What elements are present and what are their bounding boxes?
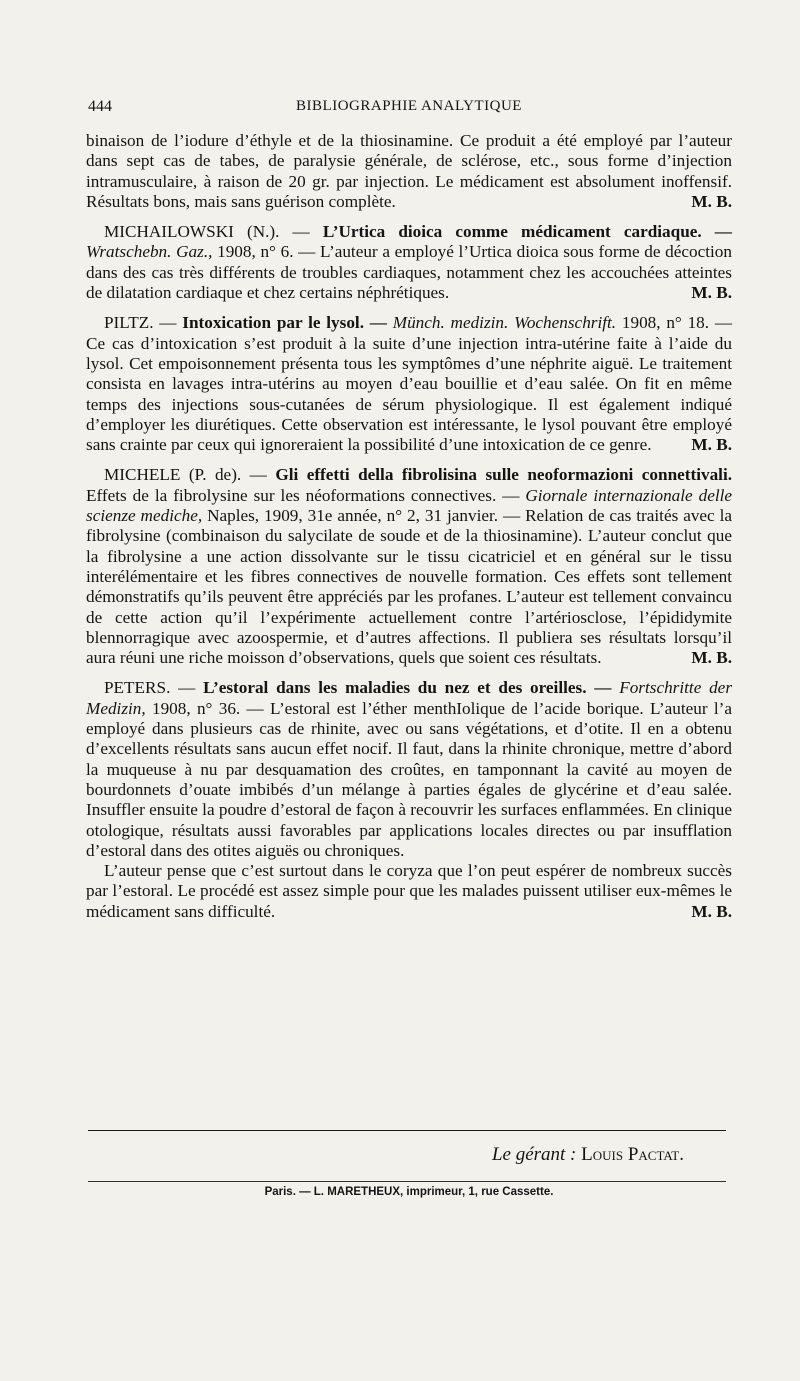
entry-journal: Wratschebn. Gaz.,: [86, 242, 213, 262]
entry-title: L’estoral dans les maladies du nez et des oreilles. —: [203, 678, 612, 698]
entry-signature: M. B.: [691, 435, 732, 455]
entry-author: PILTZ. —: [104, 313, 177, 333]
entry-signature: M. B.: [691, 283, 732, 303]
entry-author: PETERS. —: [104, 678, 196, 698]
entry-signature: M. B.: [691, 901, 732, 921]
article-body: [86, 131, 732, 922]
entry-body: 1908, n° 6. — L’auteur a employé l’Urtica dioica sous forme de décoction dans des cas très différents de troubles cardiaques, notamment chez les accouchées atteintes de dilatation cardiaque et chez certains néphrétiques.: [86, 242, 732, 303]
manager-label: Le gérant :: [491, 1144, 577, 1165]
entry-text: binaison de l’iodure d’éthyle et de la thiosinamine. Ce produit a été employé par l’auteur dans sept cas de tabes, de paralysie générale, de sclérose, etc., sous forme d’injection intramusculaire, à raison de 20 gr. par injection. Le médicament est absolument inoffensif. Résultats bons, mais sans guérison complète.: [86, 131, 732, 211]
entry-body: 1908, n° 18. — Ce cas d’intoxication s’est produit à la suite d’une injection intra-utérine faite à l’aide du lysol. Cet empoisonnement présenta tous les symptômes d’une néphrite aiguë. Le traitement consista en lavages intra-utérins au moyen d’eau bouillie et d’eau salée. On fit en même temps des injections sous-cutanées de sérum physiologique. Il est également indiqué d’employer les diurétiques. Cette observation est intéressante, le lysol pouvant être employé sans crainte par ceux qui ignoreraient la possibilité d’une intoxication de ce genre.: [86, 313, 733, 455]
entry-paragraph: [86, 861, 732, 922]
printer-rule: [88, 1181, 726, 1182]
entry-title: Intoxication par le lysol. —: [182, 313, 387, 333]
bibliography-entry: [86, 313, 732, 455]
bibliography-entry: [86, 465, 732, 668]
entry-signature: M. B.: [691, 648, 732, 668]
entry-continuation: [86, 131, 732, 212]
manager-line: [492, 1144, 684, 1166]
printer-imprint: Paris. — L. MARETHEUX, imprimeur, 1, rue Cassette.: [264, 1186, 554, 1198]
entry-body-2: L’auteur pense que c’est surtout dans le coryza que l’on peut espérer de nombreux succès par l’estoral. Le procédé est assez simple pour que les malades puissent utiliser eux-mêmes le médicament sans difficulté.: [86, 861, 732, 921]
entry-title: L’Urtica dioica comme médicament cardiaque. —: [322, 222, 732, 242]
entry-journal: Münch. medizin. Wochenschrift.: [392, 313, 617, 333]
entry-title: Gli effetti della fibrolisina sulle neoformazioni connettivali.: [275, 465, 733, 485]
running-title: BIBLIOGRAPHIE ANALYTIQUE: [296, 98, 522, 114]
entry-journal: Giornale internazionale delle scienze mediche,: [86, 485, 733, 526]
entry-translation: Effets de la fibrolysine sur les néoformations connectives. —: [86, 485, 520, 505]
entry-journal: Fortschritte der Medizin,: [86, 678, 733, 718]
entry-body: Naples, 1909, 31e année, n° 2, 31 janvier. — Relation de cas traités avec la fibrolysine (combinaison du salycilate de soude et de la thiosinamine). L’auteur conclut que la fibrolysine a une action dissolvante sur le tissu cicatriciel et en général sur le tissu interélémentaire et les fibres connectives de nouvelle formation. Ces effets sont tellement démonstratifs qu’ils peuvent être appréciés par les profanes. L’auteur est tellement convaincu de cette action qu’il l’expérimente actuellement contre l’artériosclose, l’épididymite blennorragique avec azoospermie, et d’autres affections. Il publiera ses résultats lorsqu’il aura réuni une riche moisson d’observations, quels que soient ces résultats.: [86, 506, 733, 668]
manager-name: Louis Pactat.: [581, 1144, 684, 1165]
entry-author: MICHELE (P. de). —: [104, 465, 267, 485]
bibliography-entry: [86, 678, 732, 861]
page-header: [86, 98, 732, 118]
bibliography-entry: [86, 222, 732, 303]
entry-signature: M. B.: [691, 191, 732, 211]
page-number: 444: [88, 98, 112, 115]
entry-author: MICHAILOWSKI (N.). —: [104, 222, 310, 242]
footer-rule: [88, 1130, 726, 1131]
entry-body: 1908, n° 36. — L’estoral est l’éther menthIolique de l’acide borique. L’auteur l’a employé dans plusieurs cas de rhinite, avec ou sans végétations, et d’otite. Il en a obtenu d’excellents résultats sans aucun effet nocif. Il faut, dans la rhinite chronique, mettre d’abord la muqueuse à nu par desquamation des croûtes, en tamponnant la cavité au moyen de bourdonnets d’ouate imbibés d’un mélange à parties égales de glycérine et d’eau salée. Insuffler ensuite la poudre d’estoral de façon à recouvrir les surfaces enflammées. En clinique otologique, résultats aussi favorables par applications locales directes ou par insufflation d’estoral dans des otites aiguës ou chroniques.: [86, 698, 733, 860]
